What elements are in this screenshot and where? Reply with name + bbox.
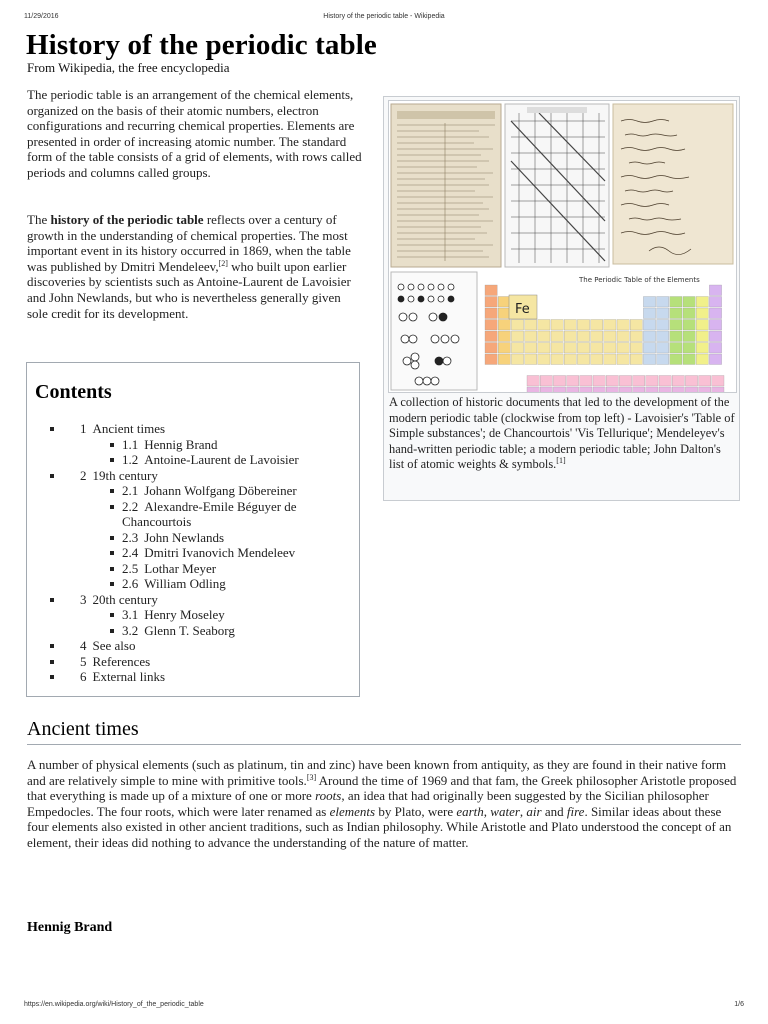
toc-subitem-number: 2.5 <box>122 560 139 576</box>
toc-item[interactable] <box>27 592 359 639</box>
element-cell <box>553 387 565 392</box>
reference-link[interactable]: [3] <box>306 772 317 782</box>
toc-item-label[interactable]: 20th century <box>92 591 158 607</box>
element-cell <box>591 331 603 342</box>
element-cell <box>538 320 550 331</box>
element-cell <box>525 354 537 365</box>
element-cell <box>699 387 711 392</box>
modern-periodic-table-image <box>481 272 734 392</box>
element-cell <box>643 297 655 308</box>
element-cell <box>485 320 497 331</box>
element-cell <box>709 343 721 354</box>
element-cell <box>485 285 497 296</box>
element-cell <box>551 320 563 331</box>
toc-subitem-number: 3.1 <box>122 607 139 622</box>
element-cell <box>604 343 616 354</box>
toc-item[interactable] <box>27 421 359 468</box>
toc-subitem-number: 2.6 <box>122 576 139 591</box>
element-cell <box>709 308 721 319</box>
element-cell <box>646 376 658 387</box>
element-cell <box>709 354 721 365</box>
element-cell <box>577 343 589 354</box>
element-cell <box>564 320 576 331</box>
toc-subitem-number: 1.1 <box>122 436 139 452</box>
figure-thumbnail <box>383 96 740 501</box>
element-cell <box>683 343 695 354</box>
element-cell <box>659 376 671 387</box>
element-cell <box>538 354 550 365</box>
toc-subitem-number: 2.4 <box>122 545 139 560</box>
element-cell <box>538 343 550 354</box>
print-page-number: 1/6 <box>734 1001 744 1008</box>
tagline: From Wikipedia, the free encyclopedia <box>27 60 230 75</box>
element-cell <box>564 343 576 354</box>
element-cell <box>670 320 682 331</box>
toc-subitem-label[interactable]: Johann Wolfgang Döbereiner <box>144 483 297 498</box>
element-cell <box>630 320 642 331</box>
print-title: History of the periodic table - Wikipedia <box>323 13 445 20</box>
element-cell <box>485 308 497 319</box>
element-cell <box>538 331 550 342</box>
toc-subitem-label[interactable]: Antoine-Laurent de Lavoisier <box>144 452 299 467</box>
element-cell <box>580 376 592 387</box>
toc-subitem[interactable] <box>80 623 359 639</box>
element-cell <box>580 387 592 392</box>
toc-subitem[interactable] <box>80 437 359 453</box>
toc-subitem-label[interactable]: Lothar Meyer <box>144 560 217 576</box>
element-cell <box>646 387 658 392</box>
toc-subitem-number: 1.2 <box>122 452 139 467</box>
toc-subitem[interactable] <box>80 483 359 499</box>
toc-item[interactable] <box>27 654 359 670</box>
toc-subitem[interactable] <box>80 576 359 592</box>
element-cell <box>685 387 697 392</box>
element-cell <box>683 297 695 308</box>
element-cell <box>696 331 708 342</box>
toc-subitem[interactable] <box>80 607 359 623</box>
element-cell <box>619 376 631 387</box>
toc-subitem-number: 2.2 <box>122 498 139 514</box>
table-of-contents <box>26 362 360 697</box>
intro-paragraph-2: The history of the periodic table reflects over a century of growth in the understanding of chemical properties. The most important event in its history occurred in 1869, when the table was published by Dmitri Mendeleev,[2] who built upon earlier discoveries by scientists such as Antoine-Laurent de Lavoisier and John Newlands, but who is nevertheless generally given sole credit for its development. <box>27 212 351 321</box>
toc-item-number: 2 <box>80 467 87 483</box>
toc-item-label[interactable]: See also <box>92 638 136 653</box>
element-cell <box>670 354 682 365</box>
print-footer <box>24 1001 744 1011</box>
historic-documents-image[interactable] <box>388 100 737 393</box>
periodic-table-title: The Periodic Table of the Elements <box>579 276 700 284</box>
element-cell <box>617 331 629 342</box>
toc-item-label[interactable]: References <box>92 653 151 669</box>
page-title: History of the periodic table <box>26 29 377 61</box>
element-cell <box>485 297 497 308</box>
element-cell <box>511 331 523 342</box>
element-cell <box>567 376 579 387</box>
element-cell <box>593 376 605 387</box>
element-cell <box>577 354 589 365</box>
toc-title: Contents <box>35 381 112 403</box>
element-cell <box>604 320 616 331</box>
element-cell <box>633 376 645 387</box>
element-cell <box>564 331 576 342</box>
element-cell <box>696 308 708 319</box>
toc-item-label[interactable]: Ancient times <box>92 421 166 436</box>
element-cell <box>699 376 711 387</box>
element-cell <box>643 320 655 331</box>
chancourtois-diagram-image <box>505 104 609 267</box>
toc-subitem-number: 3.2 <box>122 622 139 638</box>
element-cell <box>657 331 669 342</box>
element-cell <box>604 354 616 365</box>
intro-paragraph-1: The periodic table is an arrangement of the chemical elements, organized on the basis of their atomic numbers, electron configurations and recurring chemical properties. Elements are presented in order of increasing atomic number. The standard form of the table consists of a grid of elements, with rows called periods and columns called groups. <box>27 87 362 180</box>
element-cell <box>511 354 523 365</box>
toc-item[interactable] <box>27 669 359 685</box>
element-cell <box>498 354 510 365</box>
element-cell <box>643 343 655 354</box>
element-cell <box>685 376 697 387</box>
element-cell <box>498 297 510 308</box>
element-cell <box>617 320 629 331</box>
toc-subitem-number: 2.1 <box>122 483 139 498</box>
element-cell <box>551 331 563 342</box>
element-cell <box>591 354 603 365</box>
featured-element-symbol: Fe <box>515 302 530 317</box>
toc-item-number: 6 <box>80 669 87 684</box>
toc-item-label[interactable]: External links <box>92 669 166 684</box>
element-cell <box>683 354 695 365</box>
toc-subitem-label[interactable]: William Odling <box>144 576 226 591</box>
toc-subitem[interactable] <box>80 561 359 577</box>
element-cell <box>527 376 539 387</box>
element-cell <box>657 354 669 365</box>
element-cell <box>696 354 708 365</box>
element-cell <box>619 387 631 392</box>
toc-subitem-label[interactable]: Dmitri Ivanovich Mendeleev <box>144 545 296 560</box>
element-cell <box>604 331 616 342</box>
element-cell <box>670 331 682 342</box>
toc-item-label[interactable]: 19th century <box>92 467 158 483</box>
element-cell <box>527 387 539 392</box>
element-cell <box>670 297 682 308</box>
reference-link[interactable]: [1] <box>556 456 566 466</box>
element-cell <box>567 387 579 392</box>
toc-list <box>27 421 359 685</box>
element-cell <box>630 354 642 365</box>
element-cell <box>657 308 669 319</box>
element-cell <box>696 297 708 308</box>
element-cell <box>683 331 695 342</box>
element-cell <box>683 308 695 319</box>
figure-caption: A collection of historic documents that led to the development of the modern periodic table (clockwise from top left) - Lavoisier's 'Table of Simple substances'; de Chancourtois' 'Vis Tellurique'; Mendeleyev's hand-written periodic table; a modern periodic table; John Dalton's list of atomic weights & symbols.[1] <box>389 395 735 472</box>
element-cell <box>709 331 721 342</box>
element-cell <box>551 343 563 354</box>
element-cell <box>498 331 510 342</box>
element-cell <box>498 343 510 354</box>
element-cell <box>712 376 724 387</box>
toc-subitem[interactable] <box>80 499 359 530</box>
toc-subitem-label[interactable]: Henry Moseley <box>144 607 225 622</box>
element-cell <box>591 320 603 331</box>
element-cell <box>670 308 682 319</box>
toc-subitem-label[interactable]: Hennig Brand <box>144 436 218 452</box>
element-cell <box>511 320 523 331</box>
toc-subitem[interactable] <box>80 452 359 468</box>
element-cell <box>696 343 708 354</box>
toc-item-number: 1 <box>80 421 87 436</box>
element-cell <box>485 331 497 342</box>
element-cell <box>643 308 655 319</box>
element-cell <box>577 331 589 342</box>
toc-subitem-label[interactable]: Glenn T. Seaborg <box>144 622 235 638</box>
element-cell <box>657 343 669 354</box>
toc-item-number: 4 <box>80 638 87 653</box>
element-cell <box>551 354 563 365</box>
section-divider <box>27 744 741 745</box>
element-cell <box>643 354 655 365</box>
element-cell <box>630 331 642 342</box>
element-cell <box>553 376 565 387</box>
element-cell <box>540 387 552 392</box>
toc-subitem-label[interactable]: Alexandre-Emile Béguyer de Chancourtois <box>122 498 297 529</box>
element-cell <box>525 343 537 354</box>
element-cell <box>709 297 721 308</box>
element-cell <box>606 387 618 392</box>
element-cell <box>593 387 605 392</box>
bold-term: history of the periodic table <box>50 212 204 227</box>
section-heading-ancient-times: Ancient times <box>27 718 139 740</box>
element-cell <box>617 354 629 365</box>
element-cell <box>633 387 645 392</box>
ancient-times-paragraph: A number of physical elements (such as platinum, tin and zinc) have been known from antiquity, as they are found in their native form and are relatively simple to mine with primitive tools.[3] Around the time of 1969 and that fam, the Greek philosopher Aristotle proposed that everything is made up of a mixture of one or more roots, an idea that had originally been suggested by the Sicilian philosopher Empedocles. The four roots, which were later renamed as elements by Plato, were earth, water, air and fire. Similar ideas about these four elements also existed in other ancient traditions, such as Indian philosophy. While Aristotle and Plato understood the concept of an element, their ideas did nothing to advance the understanding of the nature of matter. <box>27 757 737 850</box>
element-cell <box>709 285 721 296</box>
toc-item[interactable] <box>27 468 359 592</box>
element-cell <box>485 343 497 354</box>
element-cell <box>525 331 537 342</box>
element-cell <box>498 308 510 319</box>
toc-subitem-label[interactable]: John Newlands <box>144 529 225 545</box>
section-heading-hennig-brand: Hennig Brand <box>27 920 113 935</box>
print-header <box>24 13 744 23</box>
element-cell <box>525 320 537 331</box>
toc-subitem[interactable] <box>80 530 359 546</box>
dalton-symbols-image <box>391 272 477 390</box>
toc-subitem-number: 2.3 <box>122 529 139 545</box>
element-cell <box>617 343 629 354</box>
element-cell <box>709 320 721 331</box>
element-cell <box>672 376 684 387</box>
element-cell <box>485 354 497 365</box>
element-cell <box>564 354 576 365</box>
toc-item[interactable] <box>27 638 359 654</box>
element-cell <box>712 387 724 392</box>
mendeleev-handwritten-image <box>613 104 733 264</box>
toc-item-number: 3 <box>80 591 87 607</box>
element-cell <box>657 297 669 308</box>
print-url: https://en.wikipedia.org/wiki/History_of_the_periodic_table <box>24 1001 204 1008</box>
element-cell <box>577 320 589 331</box>
element-cell <box>498 320 510 331</box>
element-cell <box>643 331 655 342</box>
element-cell <box>540 376 552 387</box>
element-cell <box>657 320 669 331</box>
lavoisier-table-image <box>391 104 501 267</box>
element-cell <box>591 343 603 354</box>
element-cell <box>683 320 695 331</box>
element-cell <box>511 343 523 354</box>
toc-subitem[interactable] <box>80 545 359 561</box>
reference-link[interactable]: [2] <box>218 258 228 268</box>
toc-item-number: 5 <box>80 653 87 669</box>
element-cell <box>696 320 708 331</box>
element-cell <box>672 387 684 392</box>
element-cell <box>670 343 682 354</box>
print-date: 11/29/2016 <box>24 13 59 20</box>
element-cell <box>659 387 671 392</box>
element-cell <box>630 343 642 354</box>
element-cell <box>606 376 618 387</box>
